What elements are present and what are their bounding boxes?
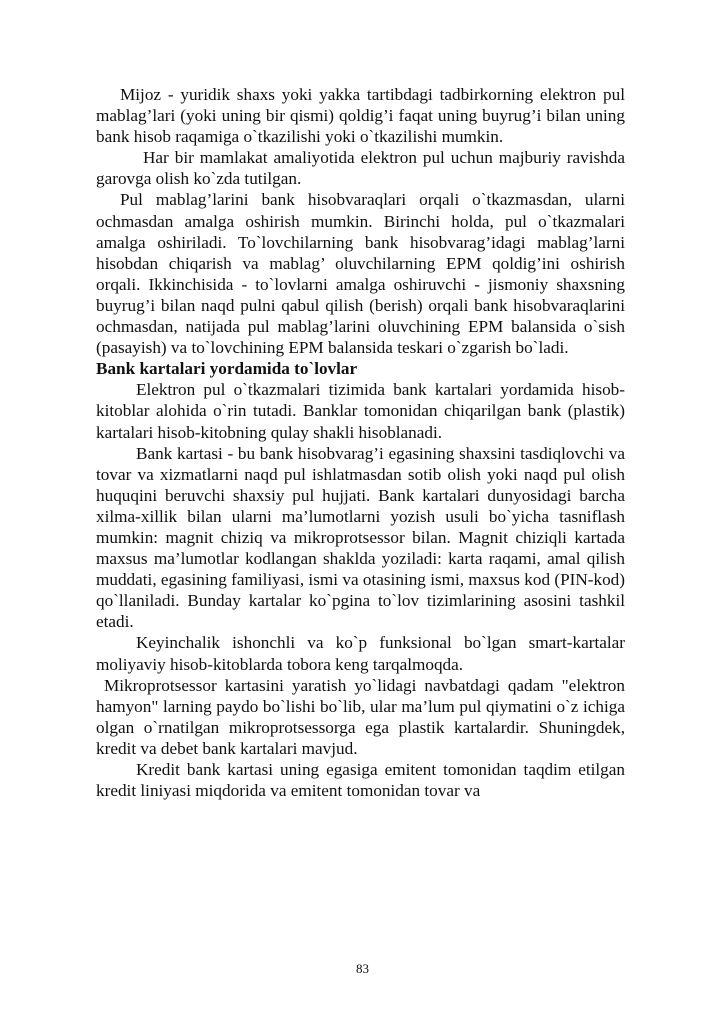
paragraph-bank-card-definition: Bank kartasi - bu bank hisobvarag’i egasining shaxsini tasdiqlovchi va tovar va xizmatlarni naqd pul ishlatmasdan sotib olish yoki naqd pul olish huquqini beruvchi shaxsiy pul hujjati. Bank kartalari dunyosidagi barcha xilma-xillik bilan ularni ma’lumotlarni yozish usuli bo`yicha tasniflash mumkin: magnit chiziq va mikroprotsessor bilan. Magnit chiziqli kartada maxsus ma’lumotlar kodlangan shaklda yoziladi: karta raqami, amal qilish muddati, egasining familiyasi, ismi va otasining ismi, maxsus kod (PIN-kod) qo`llaniladi. Bunday kartalar ko`pgina to`lov tizimlarining asosini tashkil etadi. bbox=[96, 443, 625, 632]
paragraph-bank-cards-intro: Elektron pul o`tkazmalari tizimida bank kartalari yordamida hisob-kitoblar alohida o`rin tutadi. Banklar tomonidan chiqarilgan bank (plastik) kartalari hisob-kitobning qulay shakli hisoblanadi. bbox=[96, 380, 625, 442]
section-heading: Bank kartalari yordamida to`lovlar bbox=[96, 359, 358, 379]
page-number: 83 bbox=[356, 961, 369, 976]
paragraph-credit-card: Kredit bank kartasi uning egasiga emitent tomonidan taqdim etilgan kredit liniyasi miqdorida va emitent tomonidan tovar va bbox=[96, 760, 625, 801]
page-body bbox=[96, 84, 625, 801]
paragraph-smart-cards: Keyinchalik ishonchli va ko`p funksional bo`lgan smart-kartalar moliyaviy hisob-kitoblarda tobora keng tarqalmoqda. bbox=[96, 633, 625, 674]
paragraph-client-transfer: Mijoz - yuridik shaxs yoki yakka tartibdagi tadbirkorning elektron pul mablag’lari (yoki uning bir qismi) qoldig’i faqat uning buyrug’i bilan uning bank hisob raqamiga o`tkazilishi yoki o`tkazilishi mumkin. bbox=[96, 85, 625, 147]
paragraph-transfers-without-accounts: Pul mablag’larini bank hisobvaraqlari orqali o`tkazmasdan, ularni ochmasdan amalga oshirish mumkin. Birinchi holda, pul o`tkazmalari amalga oshiriladi. To`lovchilarning bank hisobvarag’idagi mablag’larni hisobdan chiqarish va mablag’ oluvchilarning EPM qoldig’ini oshirish orqali. Ikkinchisida - to`lovlarni amalga oshiruvchi - jismoniy shaxsning buyrug’i bilan naqd pulni qabul qilish (berish) orqali bank hisobvaraqlarini ochmasdan, natijada pul mablag’larini oluvchining EPM balansida o`sish (pasayish) va to`lovchining EPM balansida teskari o`zgarish bo`ladi. bbox=[96, 190, 625, 358]
paragraph-electronic-wallet: Mikroprotsessor kartasini yaratish yo`lidagi navbatdagi qadam "elektron hamyon" larning paydo bo`lishi bo`lib, ular ma’lum pul qiymatini o`z ichiga olgan o`rnatilgan mikroprotsessorga ega plastik kartalardir. Shuningdek, kredit va debet bank kartalari mavjud. bbox=[96, 675, 625, 758]
paragraph-collateral: Har bir mamlakat amaliyotida elektron pul uchun majburiy ravishda garovga olish ko`zda tutilgan. bbox=[96, 148, 625, 189]
